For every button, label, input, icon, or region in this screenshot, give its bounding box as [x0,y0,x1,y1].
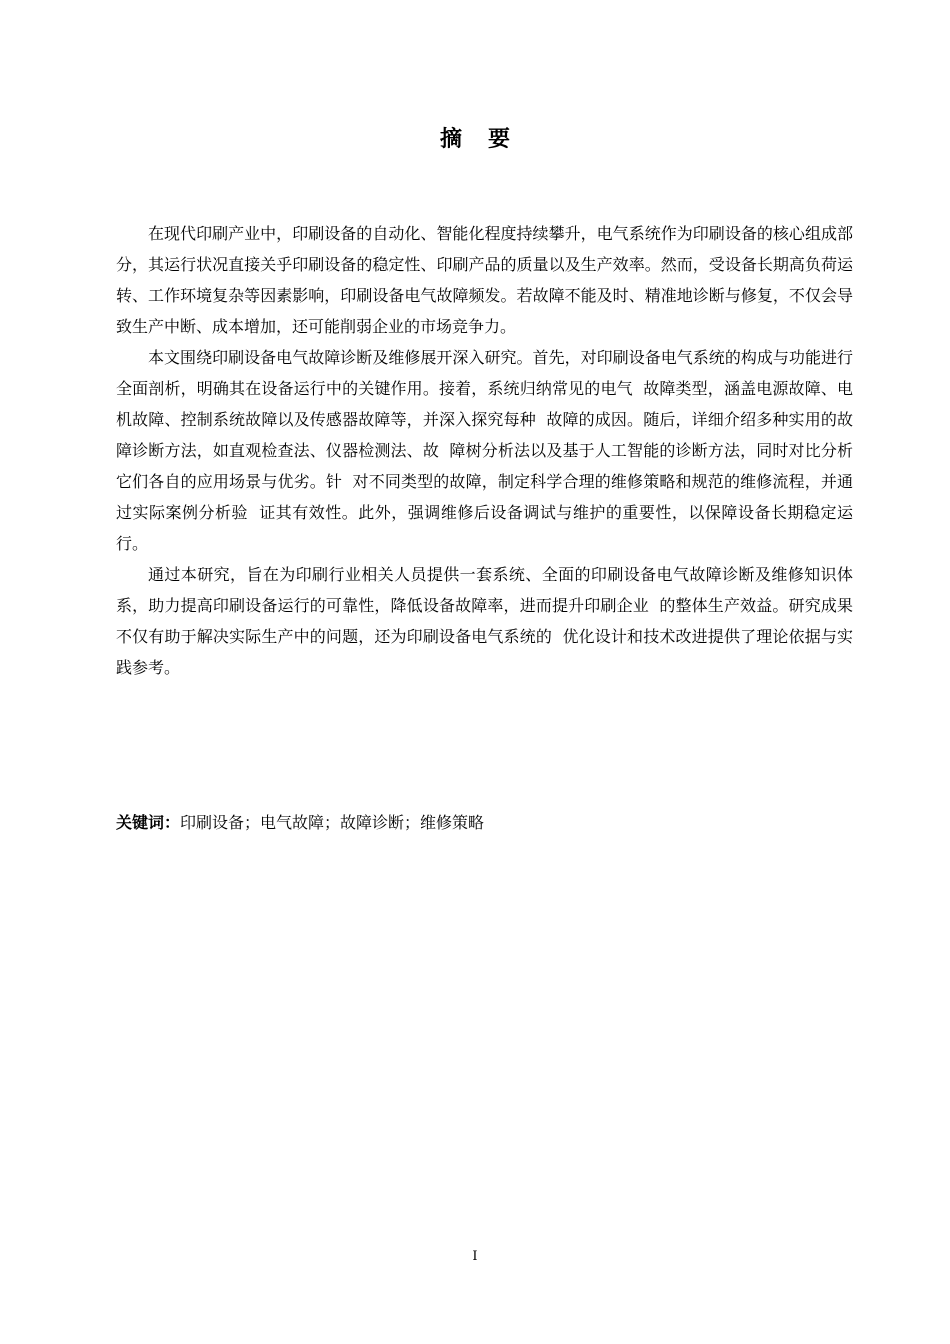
abstract-paragraph-1: 在现代印刷产业中，印刷设备的自动化、智能化程度持续攀升，电气系统作为印刷设备的核心组成部分，其运行状况直接关乎印刷设备的稳定性、印刷产品的质量以及生产效率。然而，受设备长期高负荷运转、工作环境复杂等因素影响，印刷设备电气故障频发。若故障不能及时、精准地诊断与修复，不仅会导致生产中断、成本增加，还可能削弱企业的市场竞争力。 [116,224,853,336]
keywords-text: 印刷设备；电气故障；故障诊断；维修策略 [180,813,485,832]
page-title: 摘要 [439,126,536,152]
keywords-label: 关键词： [116,813,181,832]
page-number: I [472,1249,478,1264]
abstract-paragraph-3: 通过本研究，旨在为印刷行业相关人员提供一套系统、全面的印刷设备电气故障诊断及维修知识体系，助力提高印刷设备运行的可靠性，降低设备故障率，进而提升印刷企业 的整体生产效益。研究成果不仅有助于解决实际生产中的问题，还为印刷设备电气系统的 优化设计和技术改进提供了理论依据与实践参考。 [116,565,853,677]
abstract-paragraph-2: 本文围绕印刷设备电气故障诊断及维修展开深入研究。首先，对印刷设备电气系统的构成与功能进行全面剖析，明确其在设备运行中的关键作用。接着，系统归纳常见的电气 故障类型，涵盖电源故障、电机故障、控制系统故障以及传感器故障等，并深入探究每种 故障的成因。随后，详细介绍多种实用的故障诊断方法，如直观检查法、仪器检测法、故 障树分析法以及基于人工智能的诊断方法，同时对比分析它们各自的应用场景与优劣。针 对不同类型的故障，制定科学合理的维修策略和规范的维修流程，并通过实际案例分析验 证其有效性。此外，强调维修后设备调试与维护的重要性，以保障设备长期稳定运行。 [116,348,853,553]
abstract-body [116,218,853,683]
keywords-line [116,808,853,838]
